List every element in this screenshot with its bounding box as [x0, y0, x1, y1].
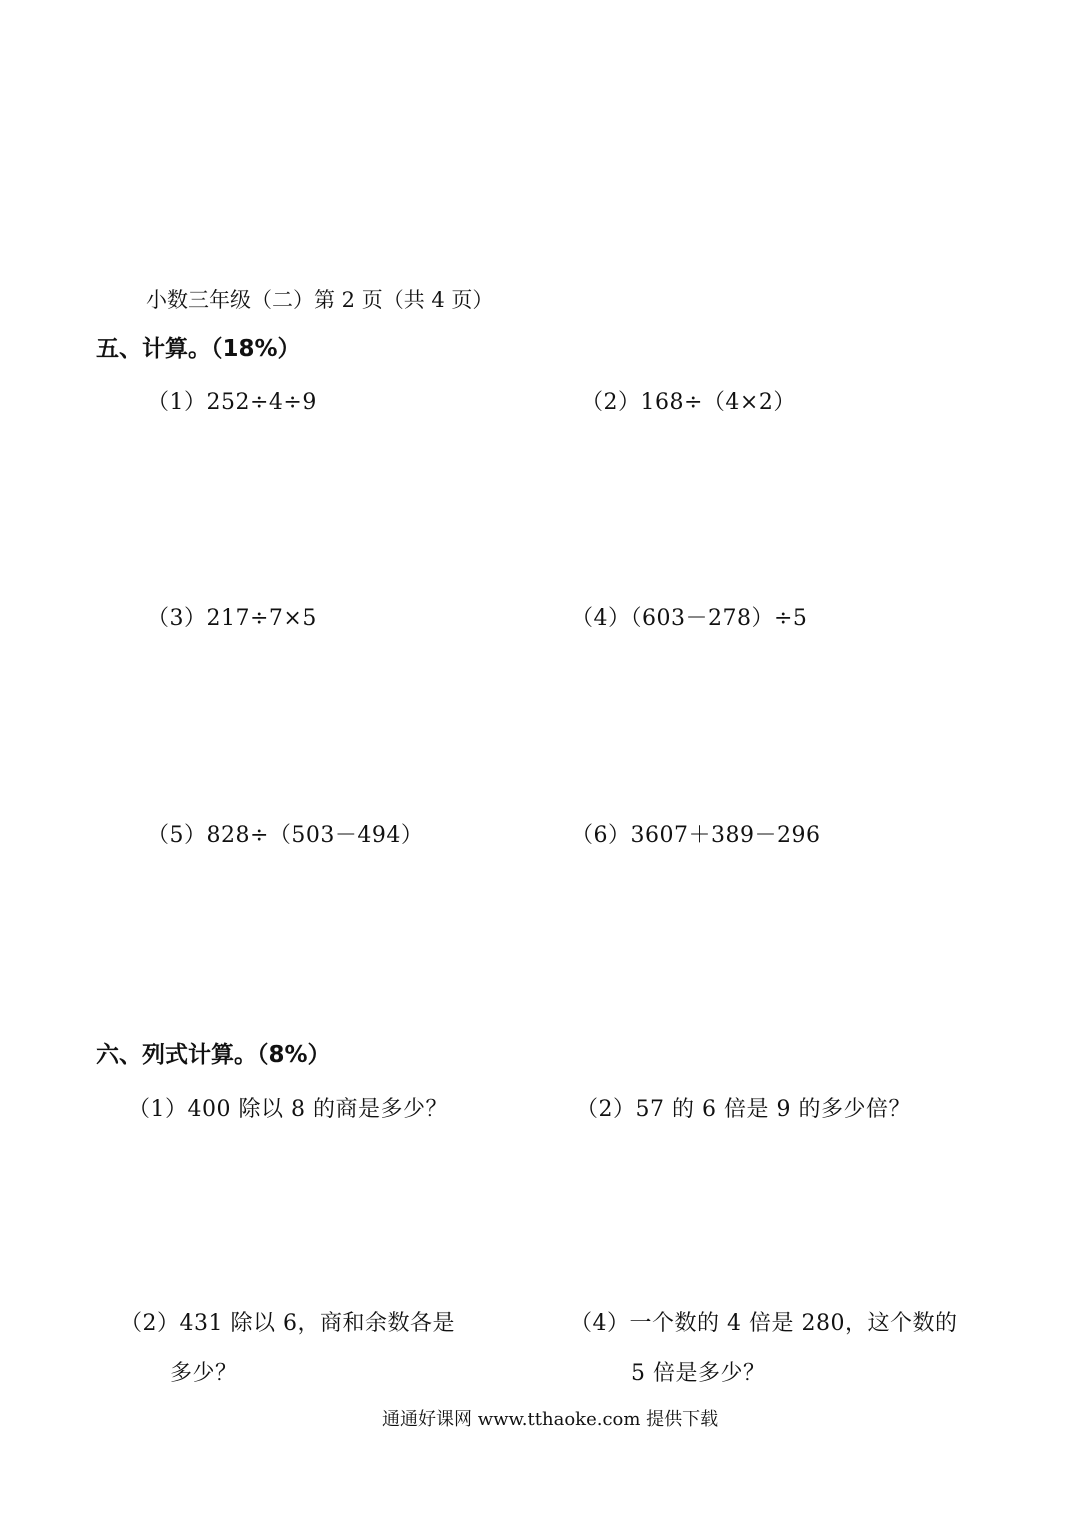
calc-problem-1: （1）252÷4÷9 [147, 390, 317, 415]
calc-problem-2: （2）168÷（4×2） [581, 390, 796, 415]
word-problem-3-line2: 多少？ [170, 1361, 238, 1386]
section-6-title: 六、列式计算。（8%） [96, 1042, 331, 1068]
word-problem-4-line2: 5 倍是多少？ [631, 1361, 766, 1386]
calc-problem-4: （4）（603－278）÷5 [571, 606, 808, 631]
calc-problem-3: （3）217÷7×5 [147, 606, 317, 631]
calc-problem-5: （5）828÷（503－494） [147, 823, 424, 848]
word-problem-3-line1: （2）431 除以 6，商和余数各是 [120, 1311, 455, 1336]
page-header: 小数三年级（二）第 2 页（共 4 页） [146, 288, 494, 312]
word-problem-4-line1: （4）一个数的 4 倍是 280，这个数的 [570, 1311, 958, 1336]
calc-problem-6: （6）3607＋389－296 [571, 823, 821, 848]
section-5-title: 五、计算。（18%） [96, 336, 301, 362]
footer-credit: 通通好课网 www.tthaoke.com 提供下载 [382, 1409, 719, 1430]
word-problem-1: （1）400 除以 8 的商是多少？ [128, 1097, 448, 1122]
word-problem-2: （2）57 的 6 倍是 9 的多少倍？ [576, 1097, 911, 1122]
